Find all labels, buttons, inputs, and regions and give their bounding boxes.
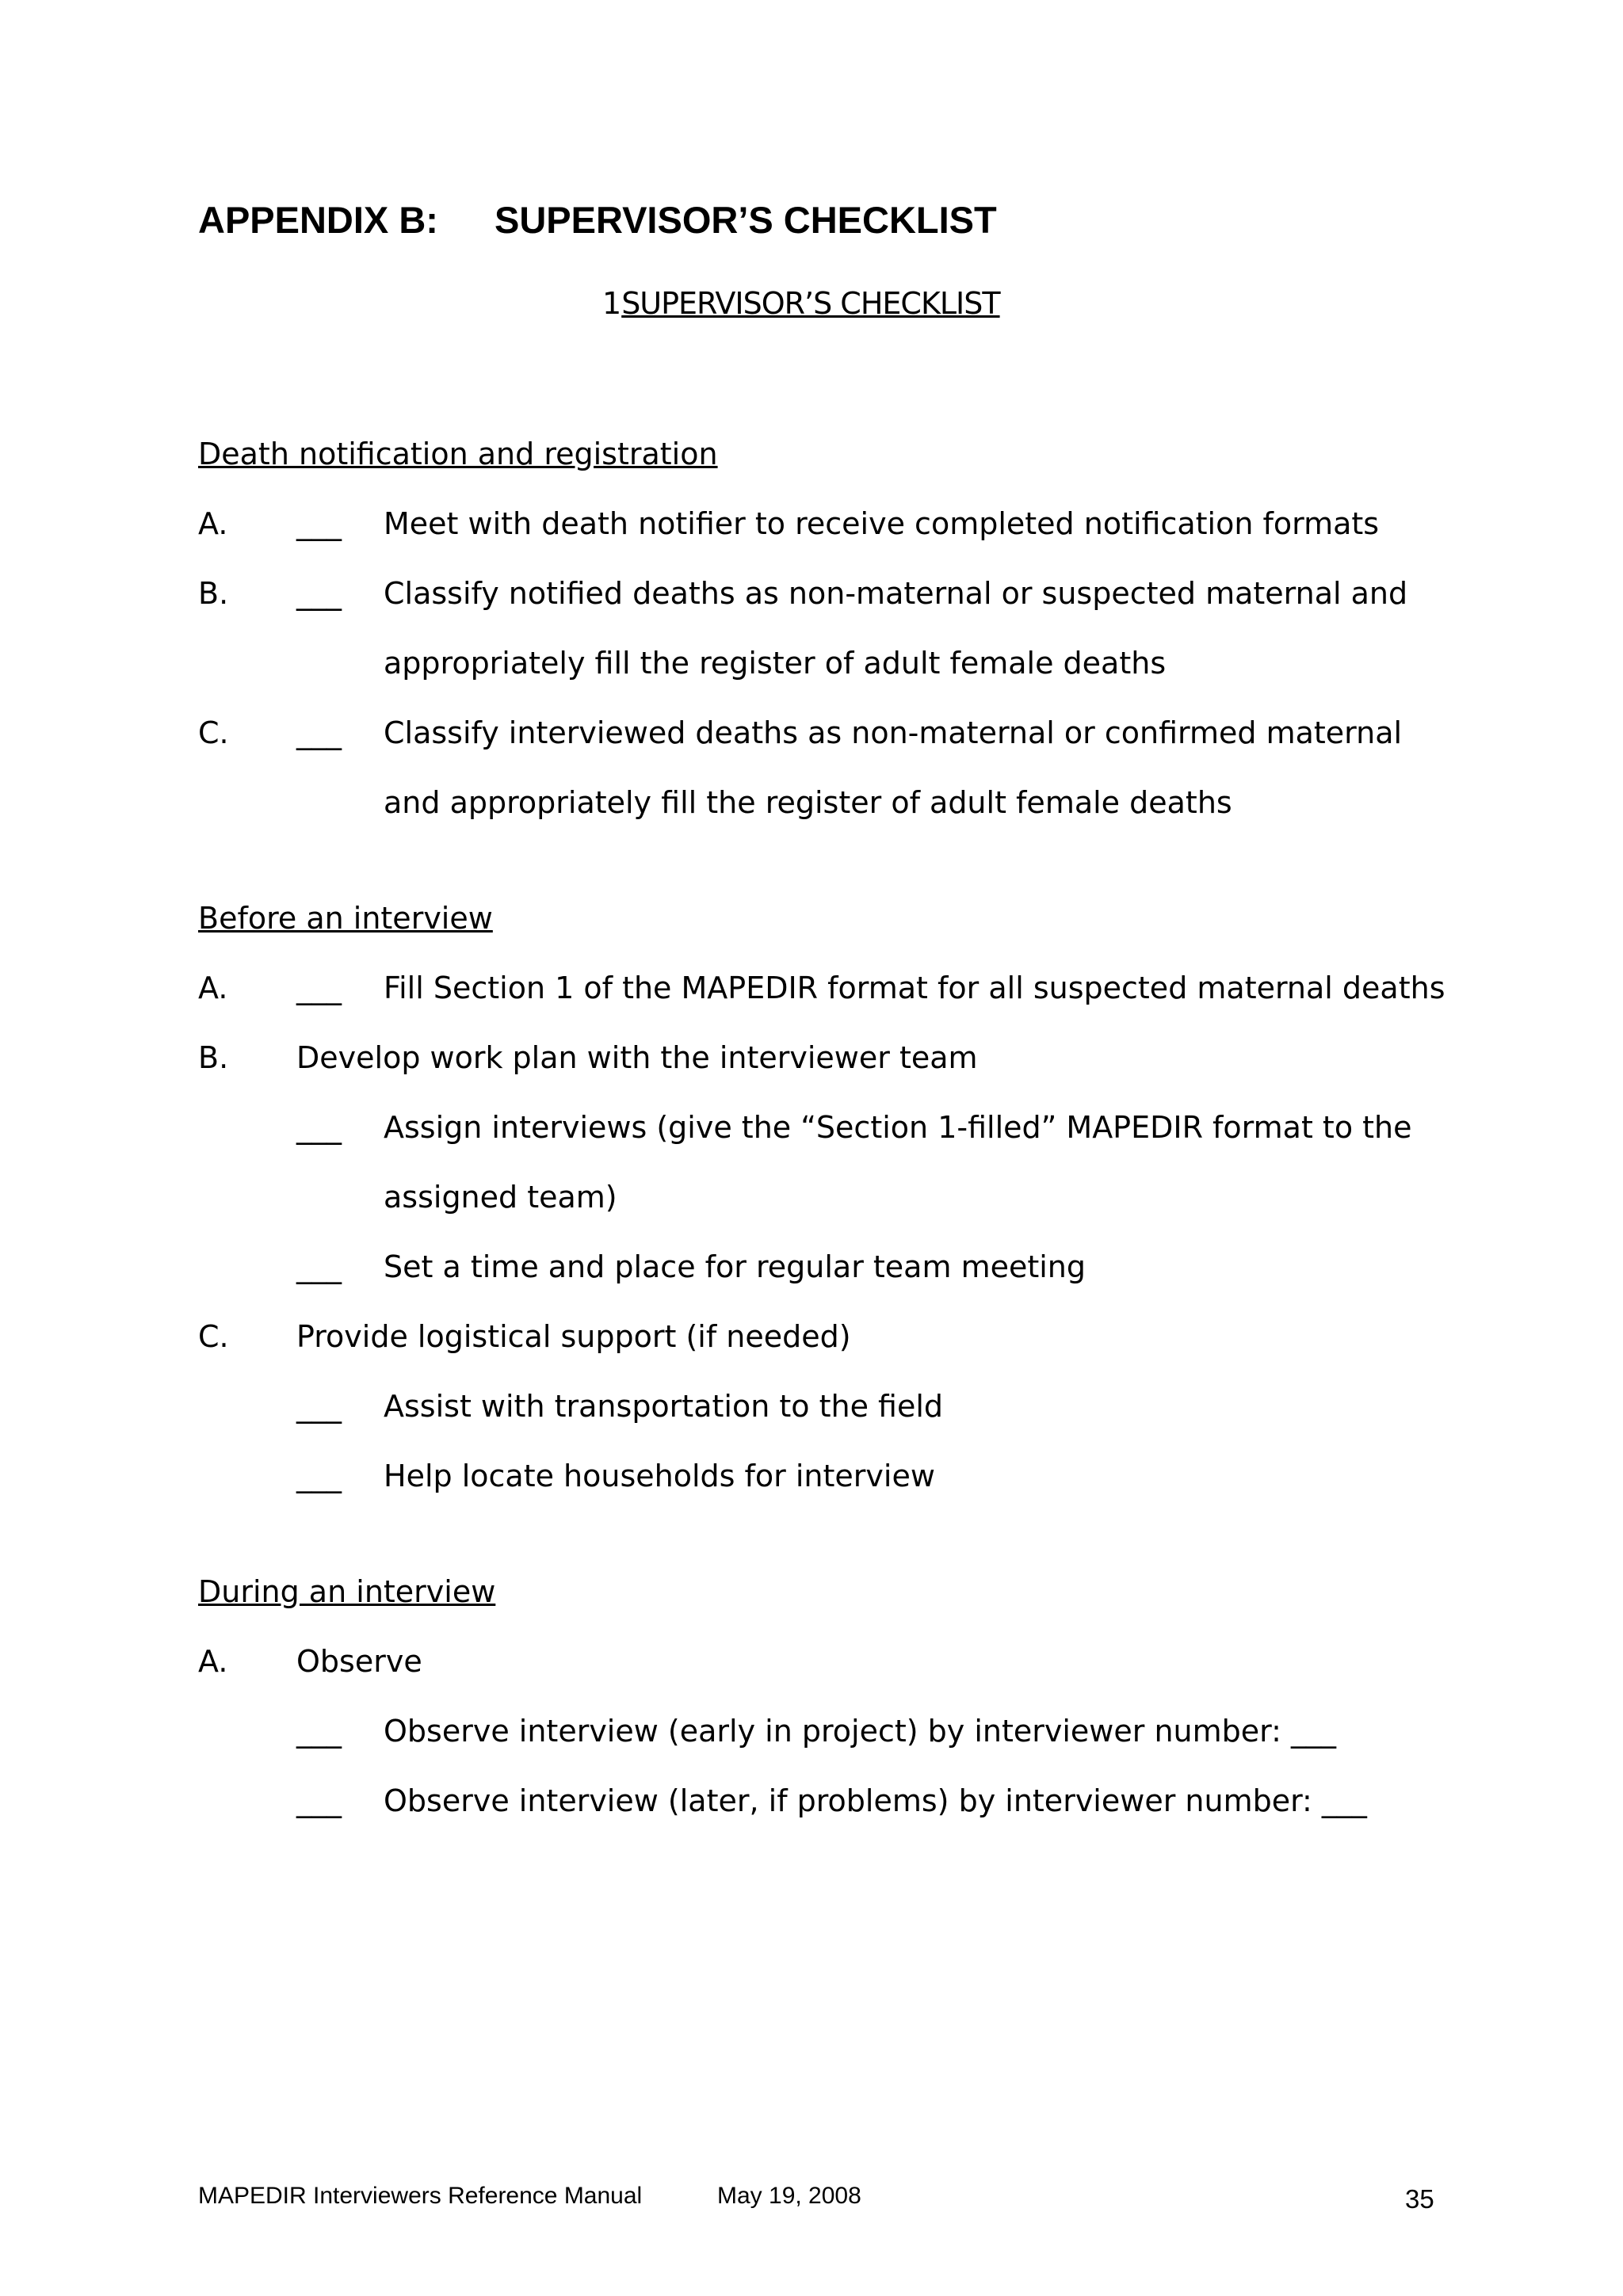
checklist-row xyxy=(0,1108,1623,1147)
footer-date: May 19, 2008 xyxy=(717,2183,861,2209)
sub-heading-title: SUPERVISOR’S CHECKLIST xyxy=(621,286,1000,321)
item-letter: B. xyxy=(198,576,229,611)
check-blank: ___ xyxy=(296,576,342,611)
item-text: Provide logistical support (if needed) xyxy=(296,1319,851,1354)
page-footer xyxy=(198,2180,861,2212)
item-text: Observe xyxy=(296,1644,422,1679)
item-text: Meet with death notifier to receive completed notification formats xyxy=(384,506,1380,541)
item-letter: A. xyxy=(198,1644,228,1679)
check-blank: ___ xyxy=(296,1110,342,1145)
appendix-label: APPENDIX B: xyxy=(198,199,438,241)
item-text: Observe interview (later, if problems) by interviewer number: ___ xyxy=(384,1783,1367,1818)
check-blank: ___ xyxy=(296,1389,342,1424)
checklist-row xyxy=(0,1781,1623,1821)
item-text: appropriately fill the register of adult female deaths xyxy=(384,646,1167,681)
check-blank: ___ xyxy=(296,715,342,750)
checklist-row-continuation xyxy=(0,783,1623,822)
section-heading-before-interview: Before an interview xyxy=(198,901,493,936)
checklist-row xyxy=(0,504,1623,543)
checklist-row xyxy=(0,1317,1623,1356)
item-text: Classify interviewed deaths as non-maternal or confirmed maternal xyxy=(384,715,1403,750)
item-text: and appropriately fill the register of adult female deaths xyxy=(384,785,1232,820)
checklist-row-continuation xyxy=(0,1177,1623,1217)
checklist-row xyxy=(0,574,1623,613)
item-text: Fill Section 1 of the MAPEDIR format for all suspected maternal deaths xyxy=(384,971,1445,1005)
checklist-row-continuation xyxy=(0,643,1623,683)
section-sub-heading xyxy=(602,284,1000,323)
item-letter: A. xyxy=(198,506,228,541)
checklist-row xyxy=(0,1456,1623,1496)
item-text: Develop work plan with the interviewer team xyxy=(296,1040,978,1075)
section-heading-death-notification: Death notification and registration xyxy=(198,437,718,471)
item-text: Help locate households for interview xyxy=(384,1459,935,1493)
checklist-row xyxy=(0,968,1623,1008)
check-blank: ___ xyxy=(296,971,342,1005)
item-text: Set a time and place for regular team meeting xyxy=(384,1249,1086,1284)
item-letter: A. xyxy=(198,971,228,1005)
item-text: Classify notified deaths as non-maternal or suspected maternal and xyxy=(384,576,1408,611)
item-text: Assign interviews (give the “Section 1-filled” MAPEDIR format to the xyxy=(384,1110,1412,1145)
item-letter: B. xyxy=(198,1040,229,1075)
page-number: 35 xyxy=(1405,2184,1434,2214)
checklist-row xyxy=(0,1386,1623,1426)
sub-heading-number: 1 xyxy=(602,286,622,321)
checklist-row xyxy=(0,1711,1623,1751)
item-text: Observe interview (early in project) by interviewer number: ___ xyxy=(384,1714,1336,1749)
item-text: Assist with transportation to the field xyxy=(384,1389,944,1424)
checklist-row xyxy=(0,713,1623,753)
check-blank: ___ xyxy=(296,1249,342,1284)
section-heading-during-interview: During an interview xyxy=(198,1574,496,1609)
checklist-row xyxy=(0,1642,1623,1681)
appendix-title xyxy=(198,196,997,244)
checklist-row xyxy=(0,1038,1623,1077)
check-blank: ___ xyxy=(296,1459,342,1493)
appendix-title-text: SUPERVISOR’S CHECKLIST xyxy=(495,199,997,241)
item-letter: C. xyxy=(198,1319,229,1354)
item-letter: C. xyxy=(198,715,229,750)
checklist-row xyxy=(0,1247,1623,1287)
check-blank: ___ xyxy=(296,1714,342,1749)
check-blank: ___ xyxy=(296,1783,342,1818)
item-text: assigned team) xyxy=(384,1180,617,1215)
check-blank: ___ xyxy=(296,506,342,541)
footer-manual-title: MAPEDIR Interviewers Reference Manual xyxy=(198,2183,643,2209)
